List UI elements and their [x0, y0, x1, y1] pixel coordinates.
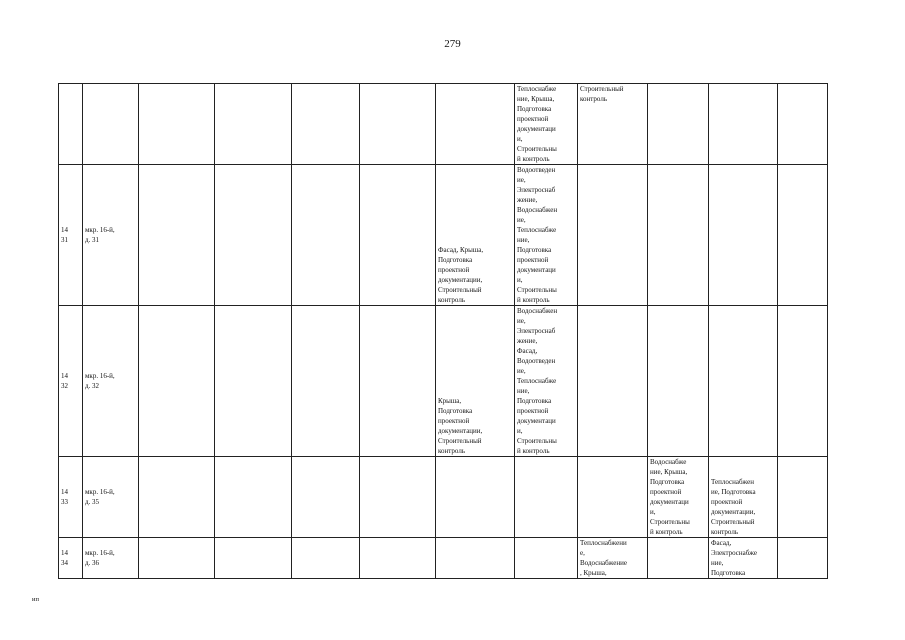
row-number: 14 31 [59, 165, 83, 306]
works-2027 [709, 165, 778, 306]
row-number [59, 84, 83, 165]
row-address [83, 84, 139, 165]
table-row [59, 84, 828, 165]
works-2025 [578, 306, 648, 457]
works-2024: Водоснабжен ие, Электроснаб жение, Фасад, Водоотведен ие, Теплоснабже ние, Подготовка проектной документаци и, Строительны й контроль [515, 306, 578, 457]
works-2026 [648, 306, 709, 457]
works-2026 [648, 165, 709, 306]
row-number: 14 32 [59, 306, 83, 457]
works-2023 [436, 457, 515, 538]
row-number: 14 34 [59, 538, 83, 579]
works-2023 [436, 84, 515, 165]
works-2024: Теплоснабже ние, Крыша, Подготовка проектной документаци и, Строительны й контроль [515, 84, 578, 165]
row-address: мкр. 16-й, д. 35 [83, 457, 139, 538]
works-2026 [648, 84, 709, 165]
table-row [59, 538, 828, 579]
row-number: 14 33 [59, 457, 83, 538]
works-2024 [515, 538, 578, 579]
works-2023 [436, 538, 515, 579]
works-2024: Водоотведен ие, Электроснаб жение, Водоснабжен ие, Теплоснабже ние, Подготовка проектной документаци и, Строительны й контроль [515, 165, 578, 306]
row-address: мкр. 16-й, д. 36 [83, 538, 139, 579]
works-2025: Строительный контроль [578, 84, 648, 165]
table-row [59, 306, 828, 457]
table-row [59, 165, 828, 306]
table-row [59, 457, 828, 538]
works-2026: Водоснабже ние, Крыша, Подготовка проектной документаци и, Строительны й контроль [648, 457, 709, 538]
works-2025 [578, 165, 648, 306]
works-2027 [709, 84, 778, 165]
works-2027: Фасад, Электроснабже ние, Подготовка [709, 538, 778, 579]
works-2027: Теплоснабжен ие, Подготовка проектной документации, Строительный контроль [709, 457, 778, 538]
page-number: 279 [444, 38, 461, 50]
row-address: мкр. 16-й, д. 32 [83, 306, 139, 457]
row-address: мкр. 16-й, д. 31 [83, 165, 139, 306]
works-2024 [515, 457, 578, 538]
works-2026 [648, 538, 709, 579]
works-2025: Теплоснабжени е, Водоснабжение , Крыша, [578, 538, 648, 579]
works-2023: Крыша, Подготовка проектной документации, Строительный контроль [436, 306, 515, 457]
works-2023: Фасад, Крыша, Подготовка проектной документации, Строительный контроль [436, 165, 515, 306]
works-2027 [709, 306, 778, 457]
works-2025 [578, 457, 648, 538]
repair-schedule-table [58, 83, 828, 579]
footer-mark: ип [32, 596, 39, 603]
